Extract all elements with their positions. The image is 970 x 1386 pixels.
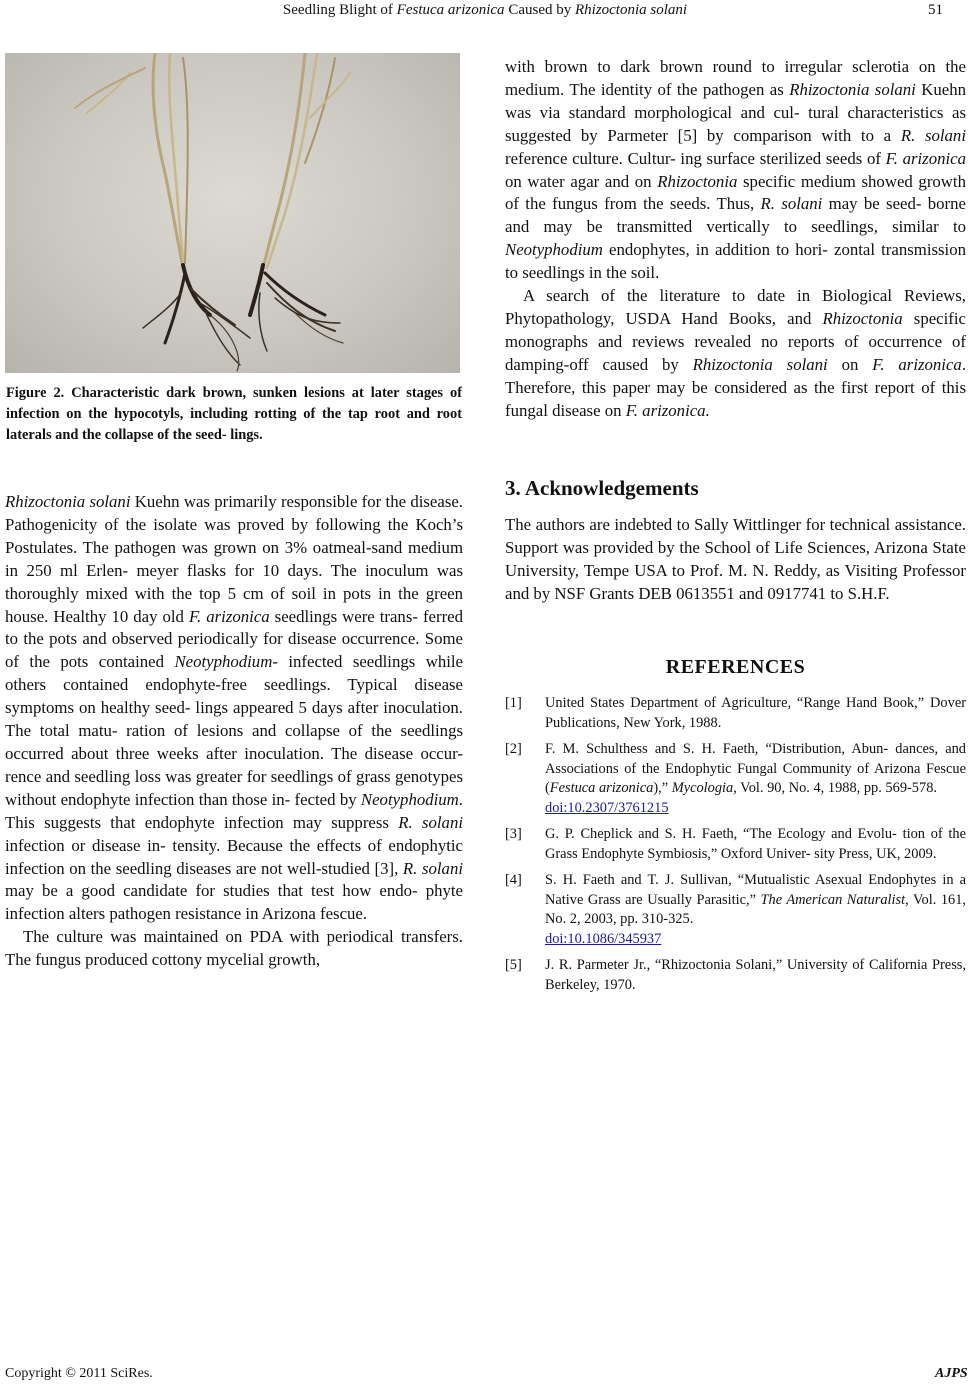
left-paragraph-1-run: seedlings were trans- ferred to the pots and observed periodically for disease occurrence. Some of the pots contained (5, 606, 464, 672)
seedlings-illustration (5, 53, 460, 373)
reference-item (505, 825, 966, 864)
right-paragraph-2 (505, 285, 966, 422)
right-paragraph-2-run: specific monographs and reviews revealed no reports of occurrence of damping-off caused by (505, 308, 966, 374)
right-paragraph-2-run: . Therefore, this paper may be considered as the first report of this fungal disease on (505, 354, 967, 420)
reference-doi-link[interactable]: doi:10.2307/3761215 (545, 799, 669, 816)
right-column (505, 56, 966, 423)
right-paragraph-1-run: Kuehn was via standard morphological and cul- tural characteristics as suggested by Parmeter [5] by comparison with to a (505, 79, 966, 145)
acknowledgements-text: The authors are indebted to Sally Wittlinger for technical assistance. Support was provided by the School of Life Sciences, Arizona State University, Tempe USA to Prof. M. N. Reddy, as Visiting Professor and by NSF Grants DEB 0613551 and 0917741 to S.H.F. (505, 515, 966, 603)
reference-text-run: G. P. Cheplick and S. H. Faeth, “The Ecology and Evolu- tion of the Grass Endophyte Symbiosis,” Oxford Univer- sity Press, UK, 2009. (545, 826, 966, 862)
left-paragraph-1-run: Neotyphodium (360, 789, 459, 809)
references-list (505, 694, 966, 1002)
left-paragraph-2 (5, 926, 463, 972)
left-paragraph-1-run: R. solani (402, 858, 463, 878)
right-paragraph-2-run: Rhizoctonia (822, 308, 903, 328)
left-paragraph-1-run: infection or disease in- tensity. Because the effects of endophytic infection on the seedling diseases are not well-studied [3], (5, 835, 463, 878)
figure-caption: Figure 2. Characteristic dark brown, sunken lesions at later stages of infection on the hypocotyls, including rotting of the tap root and root laterals and the collapse of the seed- lings. (6, 385, 462, 443)
reference-item (505, 871, 966, 949)
reference-text-run: United States Department of Agriculture, “Range Hand Book,” Dover Publications, New York, 1988. (545, 695, 966, 731)
reference-doi-link[interactable]: doi:10.1086/345937 (545, 930, 662, 947)
left-paragraph-1-run: - infected seedlings while others contained endophyte-free seedlings. Typical disease symptoms on healthy seed- lings appeared 5 days after inoculation. The total matu- ration of lesions and collapse of the seedlings occurred about three weeks after inoculation. The disease occur- rence and seedling loss was greater for seedlings of grass genotypes without endophyte infection than those in- fected by (5, 652, 464, 809)
right-paragraph-1-run: endophytes, in addition to hori- zontal transmission to seedlings in the soil. (505, 240, 966, 283)
left-paragraph-1-run: may be a good candidate for studies that test how endo- phyte infection alters pathogen resistance in Arizona fescue. (5, 881, 463, 924)
reference-number: [1] (505, 695, 522, 711)
left-paragraph-1-run: . This suggests that endophyte infection may suppress (5, 789, 463, 832)
acknowledgements-heading: 3. Acknowledgements (505, 476, 699, 500)
reference-text-run: , Vol. 90, No. 4, 1988, pp. 569-578. (733, 780, 937, 796)
running-head-text-2: Caused by (504, 2, 575, 18)
left-paragraph-1-run: Rhizoctonia solani (5, 492, 131, 511)
reference-text-run: ),” (653, 780, 672, 796)
right-paragraph-1-run: reference culture. Cultur- ing surface sterilized seeds of (505, 148, 886, 168)
reference-text (545, 957, 966, 993)
page-number: 51 (928, 2, 943, 18)
running-head-pathogen: Rhizoctonia solani (574, 2, 688, 18)
running-head (0, 2, 970, 19)
right-paragraph-1-run: F. arizonica (885, 148, 967, 168)
right-paragraph-1-run: Neotyphodium (505, 240, 603, 260)
left-paragraph-1 (5, 491, 463, 926)
right-paragraph-2-run: F. arizonica (872, 354, 962, 374)
right-paragraph-1-run: R. solani (900, 125, 966, 145)
reference-item (505, 694, 966, 733)
left-paragraph-1-run: F. arizonica (188, 606, 270, 626)
right-paragraph-2-run: on (827, 354, 873, 374)
reference-text-run: Mycologia (671, 780, 734, 796)
right-paragraph-1 (505, 56, 966, 285)
reference-number: [3] (505, 826, 522, 842)
reference-text-run: S. H. Faeth and T. J. Sullivan, “Mutualistic Asexual Endophytes in a Native Grass are Usually Parasitic,” (545, 872, 966, 908)
right-paragraph-1-run: Rhizoctonia (657, 171, 738, 191)
left-paragraph-2-run: The culture was maintained on PDA with periodical transfers. The fungus produced cottony mycelial growth, (5, 927, 463, 970)
reference-number: [2] (505, 741, 522, 757)
running-head-species: Festuca arizonica (396, 2, 505, 18)
left-paragraph-1-run: Neotyphodium (174, 652, 273, 672)
footer-journal: AJPS (935, 1366, 968, 1381)
running-head-text-1: Seedling Blight of (282, 2, 397, 18)
references-heading: REFERENCES (665, 656, 806, 678)
reference-item (505, 740, 966, 818)
reference-text (545, 695, 966, 731)
right-paragraph-1-run: specific medium showed growth of the fungus from the seeds. Thus, (505, 171, 966, 214)
right-paragraph-2-run: A search of the literature to date in Biological Reviews, Phytopathology, USDA Hand Books, and (505, 286, 966, 328)
left-column (5, 491, 463, 972)
right-paragraph-2-run: F. arizonica. (625, 400, 710, 420)
right-paragraph-1-run: on water agar and on (505, 171, 658, 191)
reference-text-run: , Vol. 161, No. 2, 2003, pp. 310-325. (545, 891, 966, 927)
footer-copyright: Copyright © 2011 SciRes. (5, 1366, 153, 1381)
right-paragraph-2-run: Rhizoctonia solani (692, 354, 828, 374)
left-paragraph-1-run: Kuehn was primarily responsible for the disease. Pathogenicity of the isolate was proved by following the Koch’s Postulates. The pathogen was grown on 3% oatmeal-sand medium in 250 ml Erlen- meyer flasks for 10 days. The inoculum was thoroughly mixed with the top 5 cm of soil in pots in the green house. Healthy 10 day old (5, 492, 463, 626)
reference-text (545, 872, 966, 927)
right-paragraph-1-run: Rhizoctonia solani (789, 79, 916, 99)
right-paragraph-1-run: may be seed- borne and may be transmitted vertically to seedlings, similar to (505, 194, 966, 237)
reference-number: [4] (505, 872, 522, 888)
reference-text-run: Festuca arizonica (549, 780, 654, 796)
reference-text-run: F. M. Schulthess and S. H. Faeth, “Distribution, Abun- dances, and Associations of the Endophytic Fungal Community of Arizona Fescue ( (545, 741, 966, 796)
reference-text-run: The American Naturalist (760, 891, 906, 908)
right-paragraph-1-run: with brown to dark brown round to irregular sclerotia on the medium. The identity of the pathogen as (505, 57, 966, 99)
reference-item (505, 956, 966, 995)
reference-text-run: J. R. Parmeter Jr., “Rhizoctonia Solani,” University of California Press, Berkeley, 1970. (545, 957, 966, 993)
reference-text (545, 826, 966, 862)
reference-text (545, 741, 966, 796)
figure-photo (5, 53, 460, 373)
reference-number: [5] (505, 957, 522, 973)
right-paragraph-1-run: R. solani (760, 194, 823, 214)
left-paragraph-1-run: R. solani (398, 812, 463, 832)
